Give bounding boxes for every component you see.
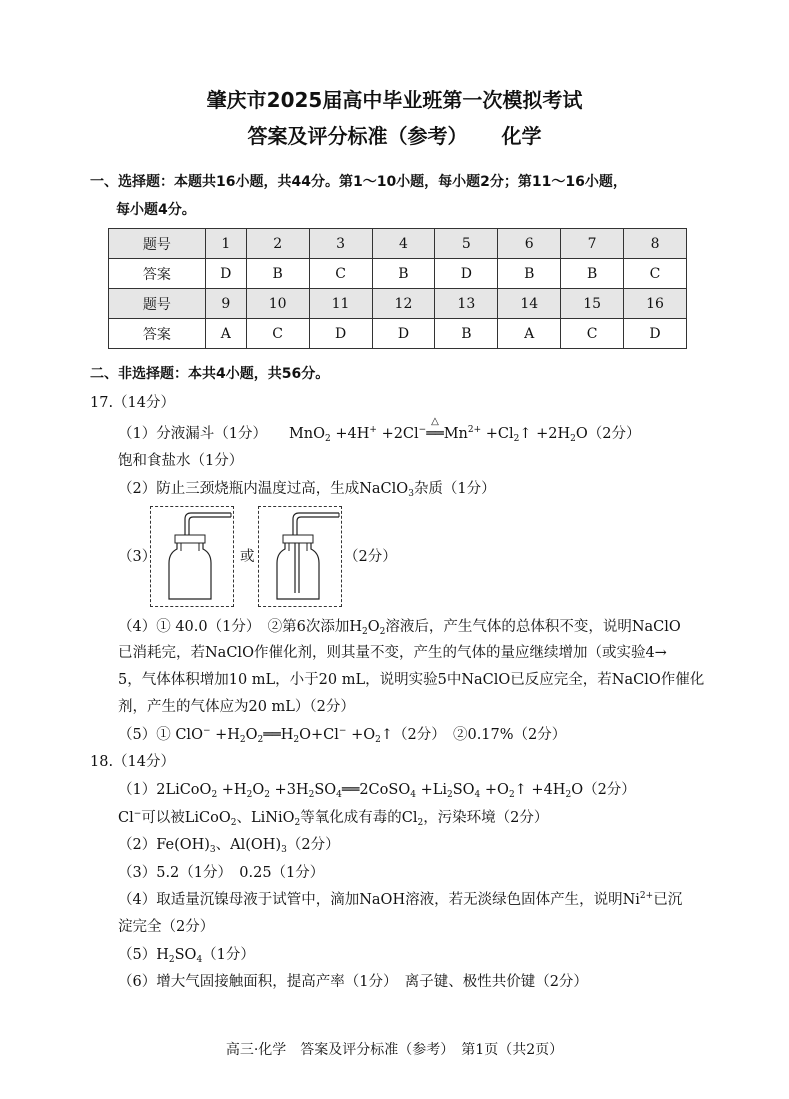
text: （1分） (202, 947, 255, 963)
text: +4H (335, 426, 370, 442)
text: （5）① ClO (118, 727, 203, 743)
section1-heading-cont: 每小题4分。 (116, 202, 196, 218)
q18-part4-l1: （4）取适量沉镍母液于试管中，滴加NaOH溶液，若无淡绿色固体产生，说明$Ni^{2+}$已沉 (118, 891, 683, 908)
table-cell: 2 (246, 229, 309, 259)
text: 可以被LiCoO (141, 810, 231, 826)
heat-symbol: △ ══ (426, 416, 444, 442)
q18-header: 18.（14分） (90, 754, 176, 770)
text: 、LiNiO (236, 810, 295, 826)
text: +3H (274, 782, 309, 798)
table-cell: 9 (205, 289, 246, 319)
table-cell: B (561, 259, 624, 289)
q17-part3-label: （3） (118, 549, 157, 565)
table-cell: 题号 (109, 289, 206, 319)
q18-part1-l2: Cl−可以被LiCoO$_2$、LiNiO$_2$等氧化成有毒的$Cl_2$，污染环境（2分） (118, 809, 549, 828)
text: ，污染环境（2分） (423, 810, 549, 826)
table-cell: 答案 (109, 319, 206, 349)
text: 溶液后，产生气体的总体积不变，说明NaClO (385, 619, 681, 635)
table-cell: A (205, 319, 246, 349)
text: （5）H (118, 947, 169, 963)
table-cell: 答案 (109, 259, 206, 289)
table-cell: B (435, 319, 498, 349)
text: O (367, 619, 380, 635)
text: O (252, 782, 265, 798)
subject-name: 化学 (501, 124, 542, 148)
text: （1）2LiCoO (118, 782, 212, 798)
text: ══2CoSO (341, 782, 411, 798)
text: ↑ +2H (519, 426, 571, 442)
page-subtitle (0, 120, 789, 149)
or-text: 或 (240, 549, 255, 565)
text: Cl (118, 810, 134, 826)
gas-bottle-icon (259, 507, 341, 606)
answer-table (108, 228, 687, 349)
text: +Li (420, 782, 447, 798)
table-cell: 15 (561, 289, 624, 319)
text: O（2分） (571, 782, 636, 798)
table-cell: 16 (624, 289, 687, 319)
table-cell: D (435, 259, 498, 289)
text: 等氧化成有毒的Cl (300, 810, 418, 826)
text: O（2分） (575, 426, 641, 442)
text: O (245, 727, 258, 743)
text: 杂质（1分） (413, 481, 496, 497)
table-cell: D (624, 319, 687, 349)
text: （2）Fe(OH) (118, 837, 210, 853)
q17-part1-b: 饱和食盐水（1分） (118, 453, 244, 469)
table-cell: A (498, 319, 561, 349)
text: 已沉 (653, 892, 683, 908)
text: 、Al(OH) (215, 837, 282, 853)
q17-part4-l1: （4）① 40.0（1分） ②第6次添加$H_2O_2$溶液后，产生气体的总体积不变，说明NaClO (118, 619, 681, 637)
table-cell: D (205, 259, 246, 289)
table-cell: C (309, 259, 372, 289)
q17-part4-l4: 剂，产生的气体应为20 mL）（2分） (118, 699, 355, 715)
table-row (109, 289, 687, 319)
text: （2分） (286, 837, 340, 853)
table-cell: B (372, 259, 435, 289)
table-row (109, 229, 687, 259)
q18-part1: （1）2LiCoO$_2$ $+H_2O_2$ $+3H_2SO_4══2CoSO_4 +Li_2SO_4$ $+O_2↑ +4H_2O(2$分） (118, 782, 636, 800)
text: （4）① 40.0（1分） ②第6次添加H (118, 619, 362, 635)
text: MnO (288, 426, 326, 442)
q17-header: 17.（14分） (90, 395, 176, 411)
text: ↑ +4H (514, 782, 566, 798)
q17-part4-l3: 5，气体体积增加10 mL，小于20 mL，说明实验5中NaClO已反应完全，若NaClO作催化 (118, 672, 705, 688)
table-cell: 12 (372, 289, 435, 319)
q18-part6: （6）增大气固接触面积，提高产率（1分） 离子键、极性共价键（2分） (118, 974, 588, 990)
q18-part3: （3）5.2（1分） 0.25（1分） (118, 865, 325, 881)
q17-part1: （1）分液漏斗（1分） MnO$_2$ +4H+ +2Cl− △ $══Mn^{2+}$ $+Cl_2↑ +2H_2O(2$分） (118, 416, 641, 444)
q18-part4-l2: 淀完全（2分） (118, 919, 215, 935)
text: +H (215, 727, 240, 743)
text: SO (314, 782, 337, 798)
text: ↑（2分） ②0.17%（2分） (380, 727, 567, 743)
q17-part3-score: （2分） (344, 549, 397, 565)
apparatus-box-2 (258, 506, 342, 607)
table-row (109, 319, 687, 349)
text: （4）取适量沉镍母液于试管中，滴加NaOH溶液，若无淡绿色固体产生，说明Ni (118, 892, 640, 908)
text: +H (221, 782, 247, 798)
q17-part2: （2）防止三颈烧瓶内温度过高，生成NaClO$_3$杂质（1分） (118, 481, 496, 499)
text: O+Cl (299, 727, 339, 743)
q17-part5: （5）① $ClO^- +H_2O_2══H_2O+Cl^-$ $+O_2↑(2$分） ②0.17%（2分） (118, 726, 567, 745)
text: Mn (443, 426, 468, 442)
table-cell: 14 (498, 289, 561, 319)
table-cell: 5 (435, 229, 498, 259)
table-cell: D (309, 319, 372, 349)
text: SO (174, 947, 197, 963)
table-cell: C (246, 319, 309, 349)
q18-part2: $(2)Fe(OH)_3$、$Al(OH)_3(2$分） (118, 837, 340, 855)
table-cell: 8 (624, 229, 687, 259)
text: ══H (263, 727, 294, 743)
subtitle-text: 答案及评分标准（参考） (247, 124, 468, 148)
table-cell: 7 (561, 229, 624, 259)
table-cell: 13 (435, 289, 498, 319)
table-cell: C (561, 319, 624, 349)
text: +2Cl (381, 426, 419, 442)
table-cell: 11 (309, 289, 372, 319)
table-cell: 题号 (109, 229, 206, 259)
table-row (109, 259, 687, 289)
table-cell: C (624, 259, 687, 289)
q17-part4-l2: 已消耗完，若NaClO作催化剂，则其量不变，产生的气体的量应继续增加（或实验4→ (118, 645, 667, 661)
table-cell: B (498, 259, 561, 289)
text: SO (452, 782, 475, 798)
text: +O (351, 727, 376, 743)
apparatus-box-1 (150, 506, 234, 607)
text: （1）分液漏斗（1分） (118, 426, 267, 442)
gas-bottle-icon (151, 507, 233, 606)
q18-part5: $(5)H_2SO_4(1$分） (118, 947, 255, 965)
page-footer: 高三·化学 答案及评分标准（参考） 第1页（共2页） (225, 1042, 564, 1058)
table-cell: 3 (309, 229, 372, 259)
table-cell: 4 (372, 229, 435, 259)
section2-heading: 二、非选择题：本共4小题，共56分。 (90, 366, 330, 382)
table-cell: 6 (498, 229, 561, 259)
text: +O (484, 782, 509, 798)
text: （2）防止三颈烧瓶内温度过高，生成NaClO (118, 481, 409, 497)
page-title: 肇庆市2025届高中毕业班第一次模拟考试 (206, 88, 583, 112)
section1-heading: 一、选择题：本题共16小题，共44分。第1～10小题，每小题2分；第11～16小题， (90, 174, 627, 190)
table-cell: D (372, 319, 435, 349)
text: +Cl (485, 426, 514, 442)
table-cell: B (246, 259, 309, 289)
table-cell: 1 (205, 229, 246, 259)
table-cell: 10 (246, 289, 309, 319)
